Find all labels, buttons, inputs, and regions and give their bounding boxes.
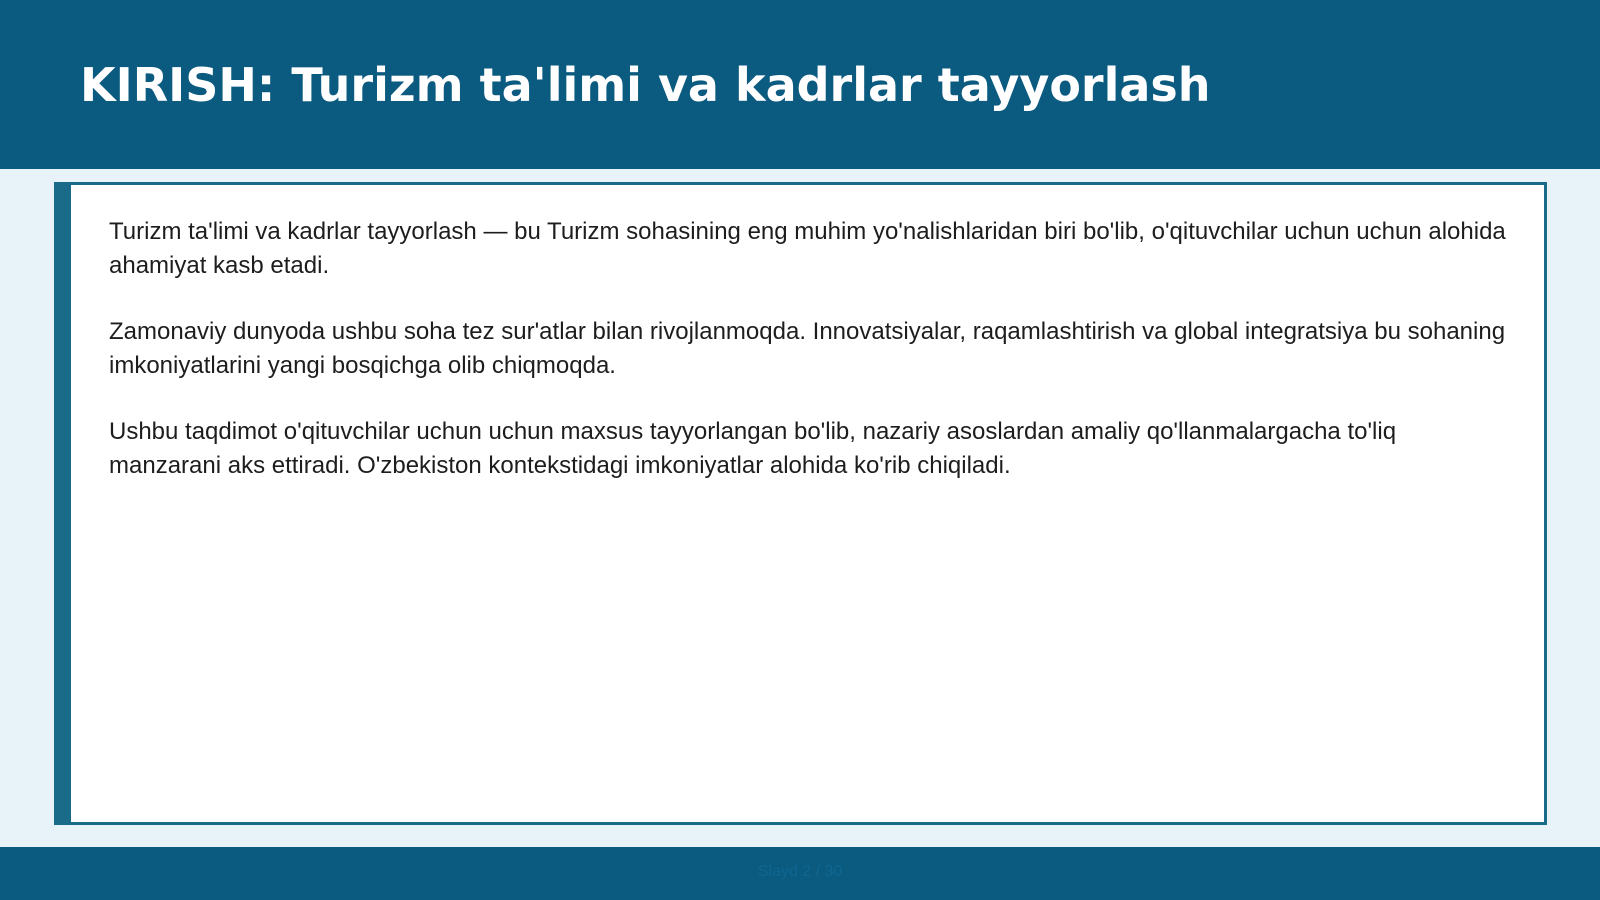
slide-footer (0, 847, 1600, 900)
slide-title: KIRISH: Turizm ta'limi va kadrlar tayyorlash (80, 58, 1211, 112)
content-card (54, 182, 1547, 825)
slide-number: Slayd 2 / 30 (757, 863, 843, 880)
slide-header (0, 0, 1600, 169)
paragraph-intro: Turizm ta'limi va kadrlar tayyorlash — bu Turizm sohasining eng muhim yo'nalishlaridan biri bo'lib, o'qituvchilar uchun uchun alohida ahamiyat kasb etadi. (109, 218, 1506, 279)
paragraph-modern-world: Zamonaviy dunyoda ushbu soha tez sur'atlar bilan rivojlanmoqda. Innovatsiyalar, raqamlashtirish va global integratsiya bu sohaning imkoniyatlarini yangi bosqichga olib chiqmoqda. (109, 318, 1506, 379)
paragraph-presentation-purpose: Ushbu taqdimot o'qituvchilar uchun uchun maxsus tayyorlangan bo'lib, nazariy asoslardan amaliy qo'llanmalargacha to'liq manzarani aks ettiradi. O'zbekiston kontekstidagi imkoniyatlar alohida ko'rib chiqiladi. (109, 418, 1397, 479)
